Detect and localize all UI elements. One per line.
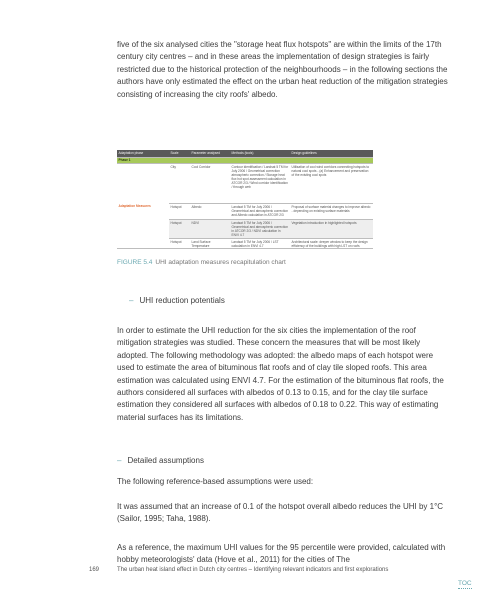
cell-guidelines: Vegetation introduction in highlighted hotspots (290, 220, 373, 239)
figure-caption-text: UHI adaptation measures recapitulation chart (155, 259, 286, 266)
page-number: 169 (89, 567, 100, 573)
cell-methods: Contour identification / Landsat 5 TM for July 2006 / Geometrical correction atmospheric correction / Storage heat flux hot spot assessment calculation in ATCOR 2/3 / Wind corridor identification / through web (230, 164, 290, 204)
paragraph-methodology: In order to estimate the UHI reduction for the six cities the implementation of the roof mitigation strategies was studied. These concern the measures that will be most likely adopted. The following methodology was adopted: the albedo maps of each hotspot were used to estimate the area of bituminous flat roofs and of clay tile sloped roofs. This area estimation was calculated using ENVI 4.7. For the estimation of the bituminous flat roofs, the authors considered all surfaces with albedos of 0.13 to 0.15, and for the clay tile surface estimation they considered all surfaces with albedos of 0.18 to 0.22. This way of estimating material surfaces has its limitations. (117, 326, 444, 422)
table-header-cell: Methods (tools) (230, 150, 290, 157)
cell-guidelines: Utilisation of cool wind corridors connecting hotspots to natural cool spots - (a) Enhancement and preservation of the existing cool spots (290, 164, 373, 204)
page-footer (89, 566, 388, 574)
cell-scale: City (169, 164, 190, 204)
table-header-cell: Scale (169, 150, 190, 157)
running-title: The urban heat island effect in Dutch city centres – Identifying relevant indicators and first explorations (117, 567, 389, 573)
paragraph-assumptions-intro: The following reference-based assumptions were used: (117, 477, 314, 486)
cell-parameter: Land Surface Temperature (190, 238, 230, 249)
dash-marker: – (117, 456, 122, 465)
cell-parameter: Cool Corridor (190, 164, 230, 204)
phase-row (117, 157, 373, 164)
heading-text: UHI reduction potentials (139, 296, 225, 305)
table-header-row (117, 150, 373, 157)
table-row (117, 164, 373, 204)
figure-caption (117, 259, 286, 267)
figure-table (117, 150, 373, 256)
paragraph-intro: five of the six analysed cities the "storage heat flux hotspots" are within the limits of the 17th century city centres – and in these areas the implementation of design strategies is fairly restricted due to the historical protection of the neighbourhoods – in the following sections the authors have only estimated the effect on the urban heat reduction of the mitigation strategies consisting of increasing the city roofs' albedo. (117, 40, 448, 99)
table-header-cell: Parameter analysed (190, 150, 230, 157)
cell-scale: Hotspot (169, 238, 190, 249)
cell-scale: Hotspot (169, 220, 190, 239)
cell-scale: Hotspot (169, 204, 190, 220)
figure-label: FIGURE 5.4 (117, 259, 153, 266)
cell-parameter: NDVI (190, 220, 230, 239)
paragraph-reference: As a reference, the maximum UHI values for the 95 percentile were provided, calculated with hobby meteorologists' data (Hove et al., 2011) for the cities of The (117, 543, 446, 565)
cell-parameter: Albedo (190, 204, 230, 220)
dash-marker: – (129, 296, 134, 305)
toc-link[interactable]: TOC (458, 580, 472, 587)
table-header-cell: Adaptation phase (117, 150, 169, 157)
cell-guidelines: Proposal of surface material changes to improve albedo - depending on existing surface materials (290, 204, 373, 220)
phase-label: Phase 1 (117, 157, 373, 164)
section-heading-detailed-assumptions (117, 456, 204, 466)
table-header-cell: Design guidelines (290, 150, 373, 157)
paragraph-albedo-assumption: It was assumed that an increase of 0.1 of the hotspot overall albedo reduces the UHI by 1°C (Sailor, 1995; Taha, 1988). (117, 502, 444, 524)
adaptation-measures-table (117, 150, 373, 249)
cell-methods: Landsat 5 TM for July 2006 / Geometrical and atmospheric correction and Albedo calculation in ATCOR 2/3 (230, 204, 290, 220)
cell-guidelines: Architectural scale: deeper window to keep the design efficiency of the buildings with high LST on roofs (290, 238, 373, 249)
heading-text: Detailed assumptions (127, 456, 204, 465)
measures-label: Adaptation Measures (117, 164, 169, 249)
cell-methods: Landsat 5 TM for July 2006 / LST calculation in ENVI 4.7 (230, 238, 290, 249)
cell-methods: Landsat 5 TM for July 2006 / Geometrical and atmospheric correction in ATCOR 2/3 / NDVI calculation in ENVI 4.7 (231, 220, 289, 237)
section-heading-uhi-reduction (129, 296, 225, 306)
